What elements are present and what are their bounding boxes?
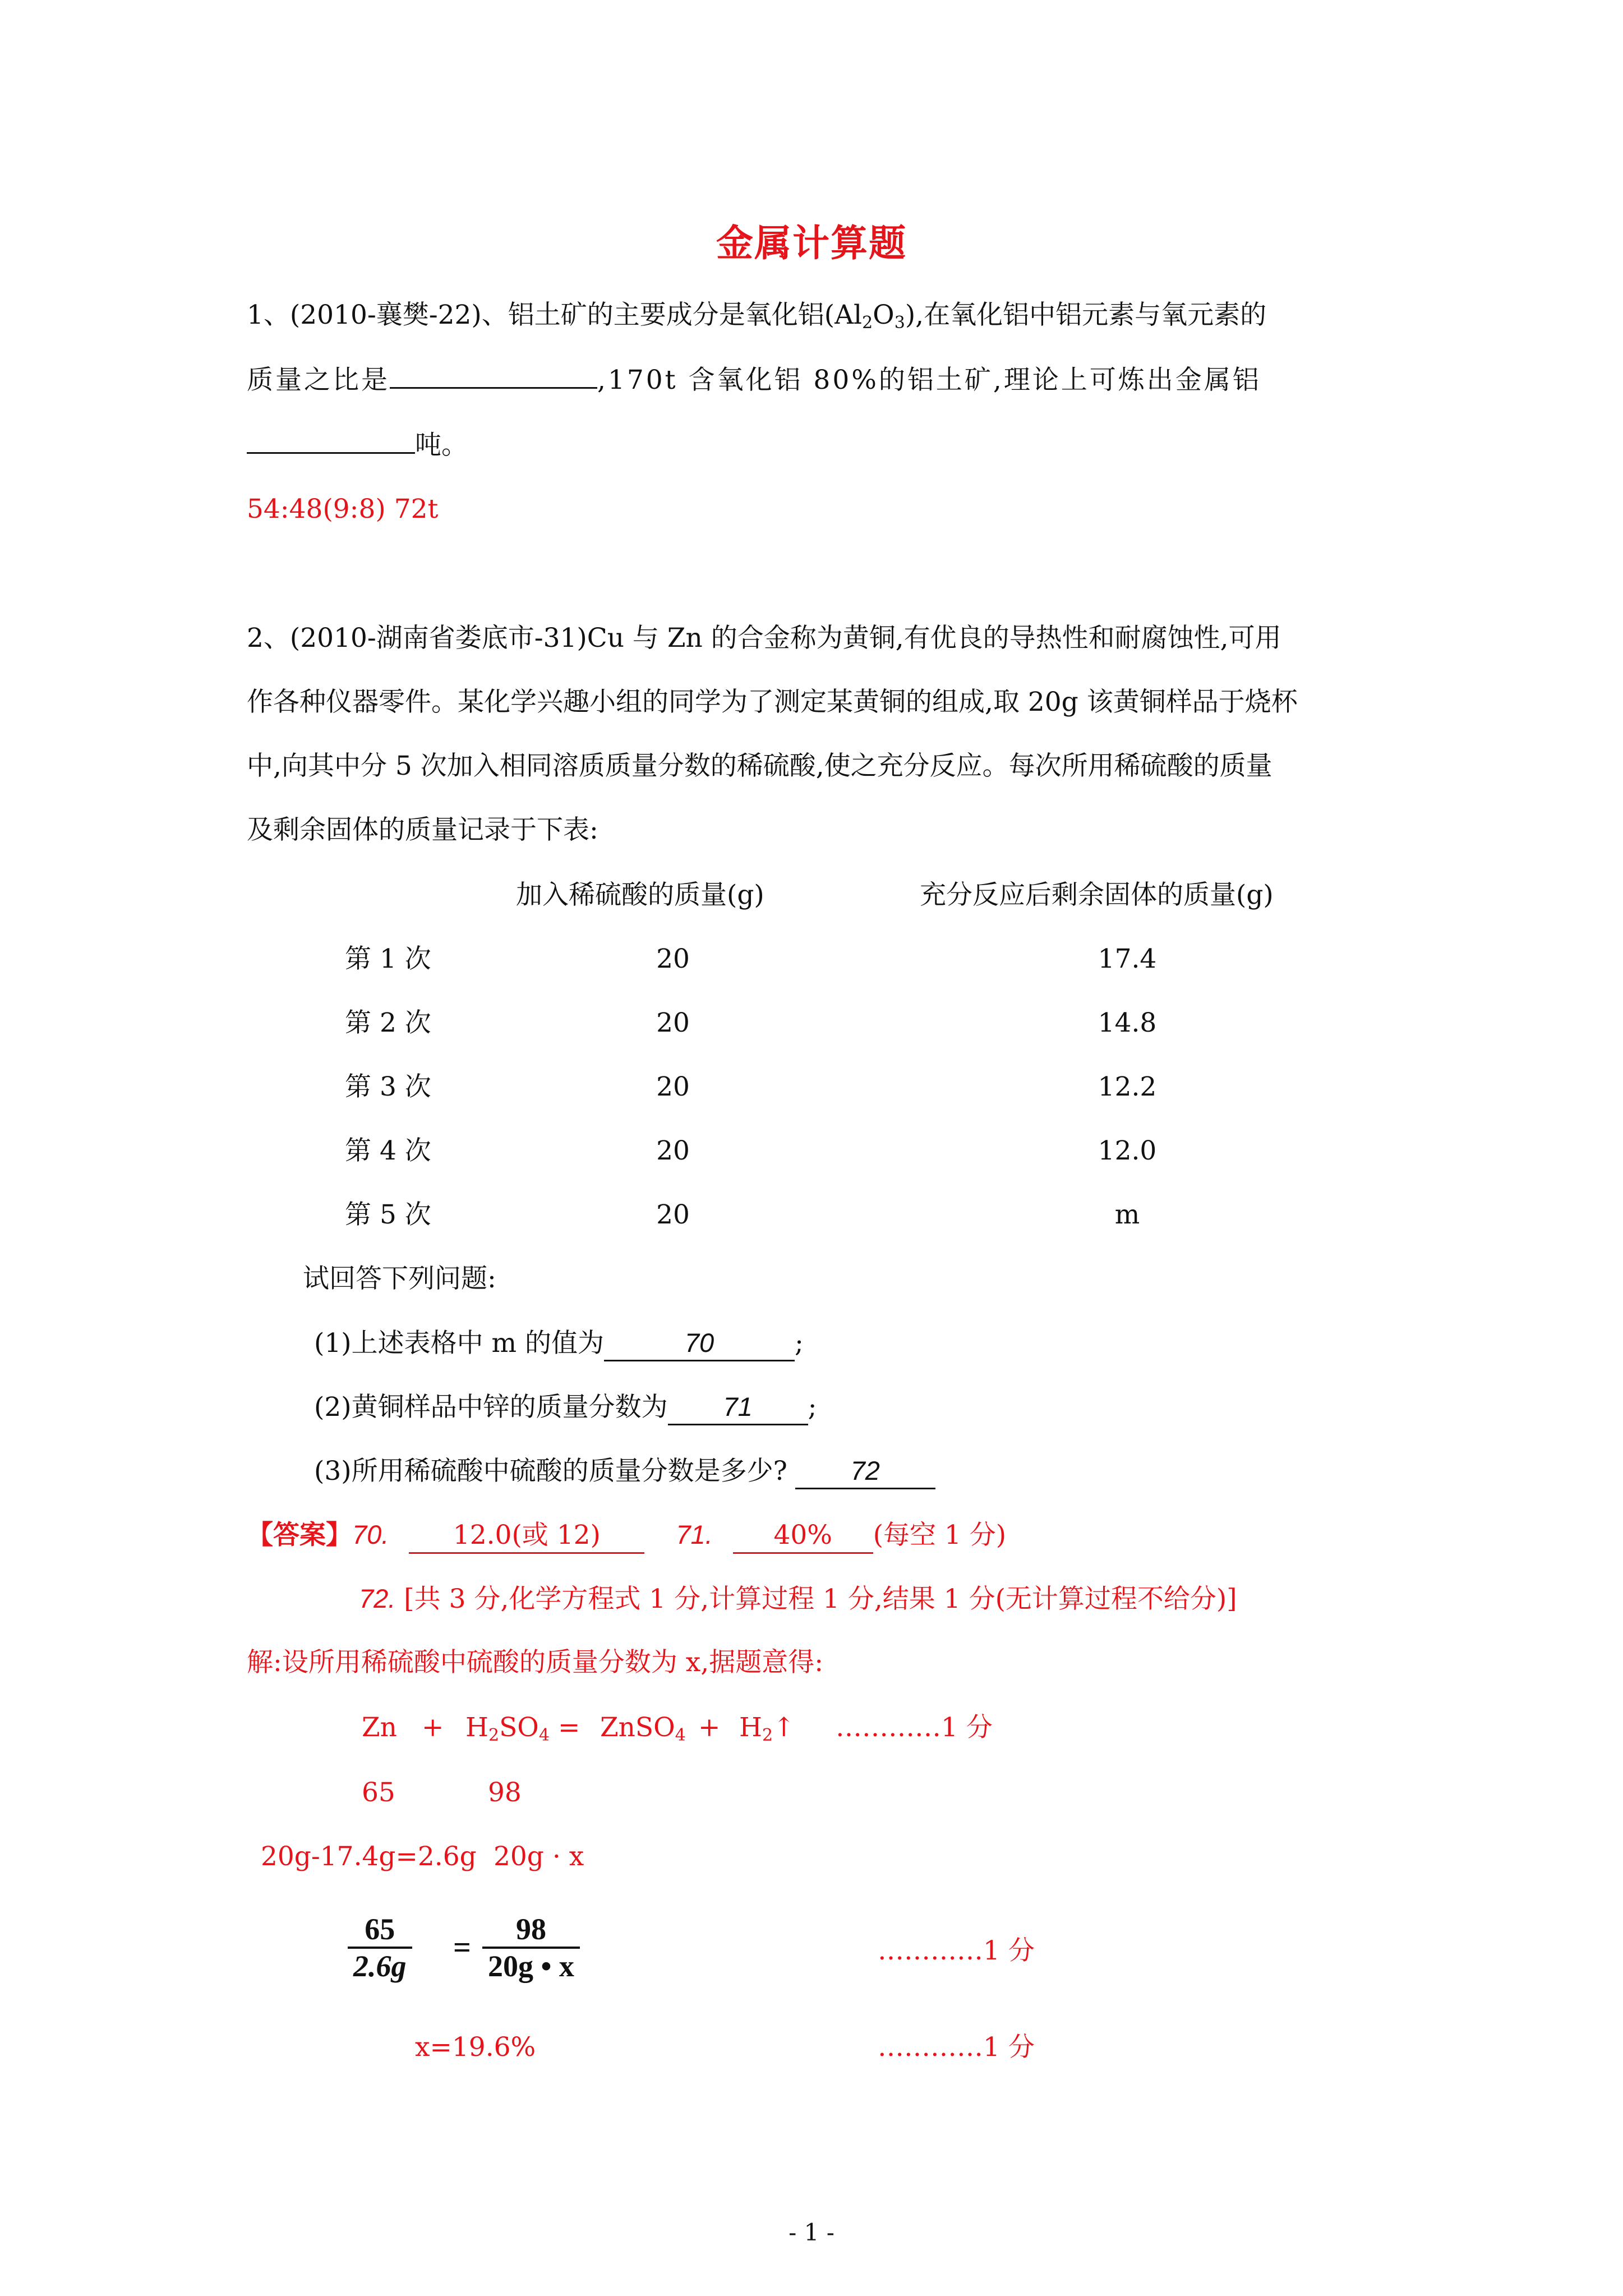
page-number: - 1 - xyxy=(789,2219,834,2246)
q2-line-2: 作各种仪器零件。某化学兴趣小组的同学为了测定某黄铜的组成,取 20g 该黄铜样品于烧杯 xyxy=(247,687,1298,717)
given-acid-mass: 20g · x xyxy=(494,1841,584,1872)
table-row-4-label: 第 4 次 xyxy=(345,1135,431,1166)
table-row-4-solid: 12.0 xyxy=(1098,1135,1157,1166)
table-row-2-acid: 20 xyxy=(656,1007,690,1038)
given-zn-mass: 20g-17.4g=2.6g xyxy=(261,1841,477,1872)
q2-line-3: 中,向其中分 5 次加入相同溶质质量分数的稀硫酸,使之充分反应。每次所用稀硫酸的质量 xyxy=(247,751,1272,781)
q2-sub-3: (3)所用稀硫酸中硫酸的质量分数是多少? 72 xyxy=(314,1454,935,1489)
table-row-3-solid: 12.2 xyxy=(1098,1071,1157,1102)
q2-sub-3-blank: 72 xyxy=(795,1454,935,1489)
table-row-1-solid: 17.4 xyxy=(1098,944,1157,974)
q2-sub-2-blank: 71 xyxy=(668,1390,808,1425)
q2-solution-intro: 解:设所用稀硫酸中硫酸的质量分数为 x,据题意得: xyxy=(247,1647,824,1678)
q2-line-4: 及剩余固体的质量记录于下表: xyxy=(247,815,598,845)
eq-h2: $H_2↑$ xyxy=(739,1712,795,1745)
q2-answer-line-2: 72. [共 3 分,化学方程式 1 分,计算过程 1 分,结果 1 分(无计算过程不给分)] xyxy=(359,1584,1237,1614)
q2-sub-1: (1)上述表格中 m 的值为 70 ; xyxy=(314,1326,804,1361)
page-title: 金属计算题 xyxy=(716,221,907,265)
table-header-solid: 充分反应后剩余固体的质量(g) xyxy=(920,880,1274,910)
eq-equals: = xyxy=(558,1712,580,1743)
table-row-1-label: 第 1 次 xyxy=(345,944,431,974)
eq-score: …………1 分 xyxy=(836,1712,993,1743)
eq-plus-2: + xyxy=(698,1712,721,1743)
fraction-left: 65 2.6g xyxy=(348,1912,412,1984)
molar-mass-h2so4: 98 xyxy=(488,1777,522,1808)
q2-sub-2: (2)黄铜样品中锌的质量分数为 71 ; xyxy=(314,1390,817,1425)
q2-answer-line-1: 【答案】70. 12.0(或 12) 71. 40% (每空 1 分) xyxy=(247,1518,1006,1554)
eq-plus-1: + xyxy=(422,1712,444,1743)
result-x: x=19.6% xyxy=(415,2032,536,2063)
table-row-5-solid: m xyxy=(1114,1199,1140,1230)
eq-zn: Zn xyxy=(362,1712,397,1743)
table-row-5-label: 第 5 次 xyxy=(345,1199,431,1230)
fraction-equals: = xyxy=(453,1930,471,1965)
molar-mass-zn: 65 xyxy=(362,1777,395,1808)
q1-line-1: 1、(2010-襄樊-22)、铝土矿的主要成分是氧化铝$(Al_2O_3)$,在氧化铝中铝元素与氧元素的 xyxy=(247,300,1267,333)
q2-sub-1-blank: 70 xyxy=(604,1326,795,1361)
eq-znso4: ZnSO$_4$ xyxy=(600,1712,686,1745)
q1-line-3: 吨。 xyxy=(247,427,468,462)
q1-blank-ratio xyxy=(390,362,597,389)
fraction-right: 98 20g • x xyxy=(482,1912,580,1984)
table-row-2-solid: 14.8 xyxy=(1098,1007,1157,1038)
eq-h2so4: $H_2SO_4$ xyxy=(465,1712,550,1745)
q2-line-1: 2、(2010-湖南省娄底市-31)Cu 与 Zn 的合金称为黄铜,有优良的导热性和耐腐蚀性,可用 xyxy=(247,623,1281,654)
q1-line-2: 质量之比是 ,170t 含氧化铝 80%的铝土矿,理论上可炼出金属铝 xyxy=(247,362,1261,397)
result-score: …………1 分 xyxy=(878,2032,1035,2063)
proportion-score: …………1 分 xyxy=(878,1935,1035,1966)
table-row-5-acid: 20 xyxy=(656,1199,690,1230)
table-row-3-label: 第 3 次 xyxy=(345,1071,431,1102)
table-row-2-label: 第 2 次 xyxy=(345,1007,431,1038)
table-row-3-acid: 20 xyxy=(656,1071,690,1102)
table-row-4-acid: 20 xyxy=(656,1135,690,1166)
table-header-acid: 加入稀硫酸的质量(g) xyxy=(516,880,764,910)
table-row-1-acid: 20 xyxy=(656,944,690,974)
q2-prompt: 试回答下列问题: xyxy=(303,1263,496,1294)
q1-blank-mass xyxy=(247,427,415,454)
q1-answer: 54:48(9:8) 72t xyxy=(247,494,439,524)
